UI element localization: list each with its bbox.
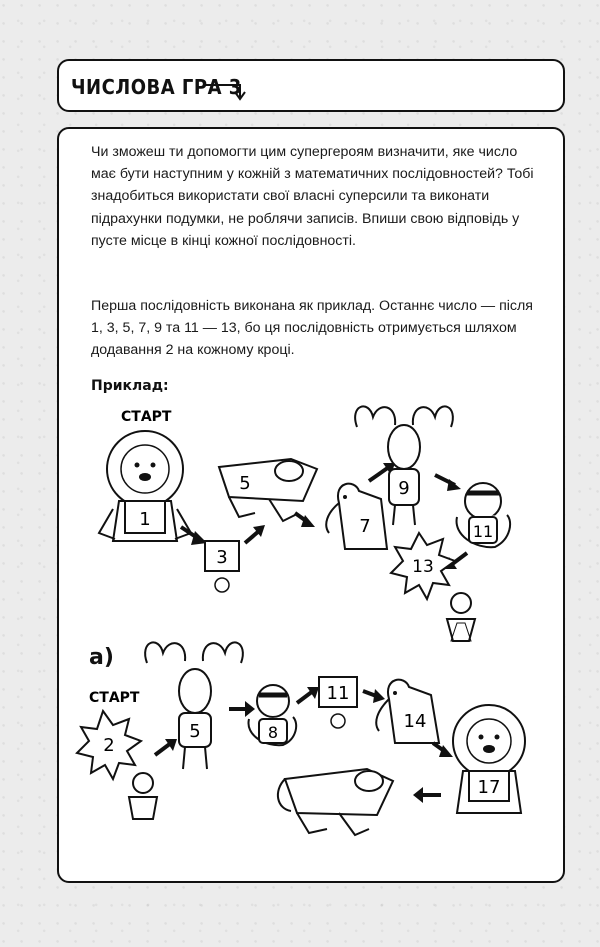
page-title: ЧИСЛОВА ГРА 3 xyxy=(71,75,242,99)
content-box xyxy=(57,127,565,883)
flying-lizard-hero-figure xyxy=(219,459,317,521)
example-number-9: 9 xyxy=(398,478,410,499)
puzzle-a-number-5: 5 xyxy=(189,721,201,742)
puzzle-a-small-hero-figure xyxy=(331,714,345,728)
example-number-13: 13 xyxy=(412,557,434,577)
example-number-5: 5 xyxy=(239,473,251,494)
example-start-label: СТАРТ xyxy=(121,409,172,425)
puzzle-a-number-8: 8 xyxy=(267,723,279,742)
example-illustration xyxy=(59,129,563,881)
puzzle-a-number-11: 11 xyxy=(326,683,350,704)
example-number-1: 1 xyxy=(139,509,151,530)
example-number-11: 11 xyxy=(472,522,494,541)
puzzle-a-flying-lizard-hero-figure xyxy=(278,769,393,835)
elephant-hero-figure xyxy=(326,484,387,549)
puzzle-a-ninja-hero-figure xyxy=(129,773,157,819)
example-number-3: 3 xyxy=(216,547,228,568)
puzzle-a-number-14: 14 xyxy=(403,711,427,732)
puzzle-a-label: а) xyxy=(89,645,114,670)
puzzle-a-number-2: 2 xyxy=(103,735,115,756)
puzzle-a-number-17: 17 xyxy=(477,777,501,798)
example-explanation-paragraph: Перша послідовність виконана як приклад. Останнє число — після 1, 3, 5, 7, 9 та 11 — 13, бо ця послідовність отримується шляхом додавання 2 на кожному кроці. xyxy=(91,298,533,359)
small-hero-figure xyxy=(215,578,229,592)
arrow-down-right-icon xyxy=(202,77,248,101)
puzzle-a-start-label: СТАРТ xyxy=(89,690,140,706)
title-box xyxy=(57,59,565,112)
example-label: Приклад: xyxy=(91,378,169,394)
ninja-hero-figure xyxy=(447,593,475,641)
instructions-paragraph: Чи зможеш ти допомогти цим супергероям визначити, яке число має бути наступним у кожній з математичних послідовностей? Тобі знадобиться використати свої власні суперсили та виконати підрахунки подумки, не роблячи записів. Впиши свою відповідь у пусте місце в кінці кожної послідовності. xyxy=(91,144,534,249)
example-number-7: 7 xyxy=(359,516,371,537)
